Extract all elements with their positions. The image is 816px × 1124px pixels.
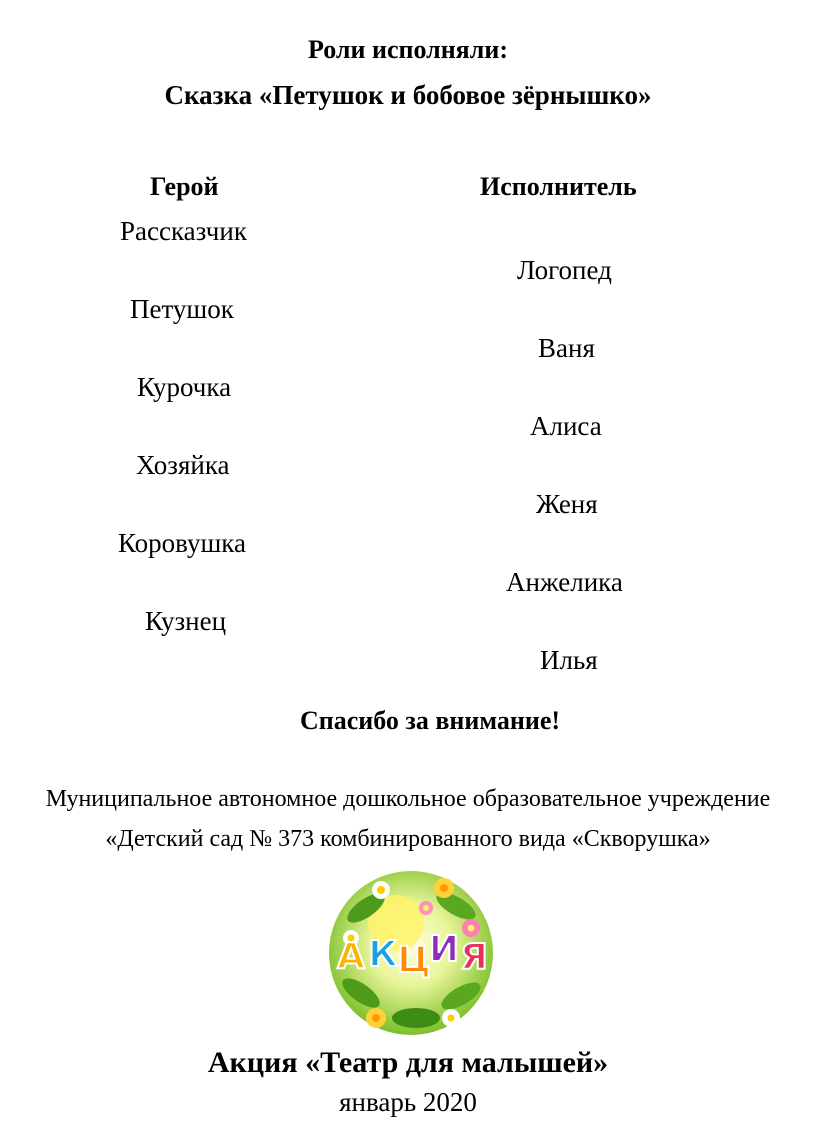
- logo-letter: Ц: [397, 940, 431, 981]
- institution-line-2: «Детский сад № 373 комбинированного вида «Скворушка»: [105, 826, 711, 852]
- logo-letter: Я: [460, 937, 488, 978]
- logo-letter: И: [428, 929, 460, 970]
- thanks-text: Спасибо за внимание!: [299, 706, 561, 735]
- column-header-hero: Герой: [150, 172, 219, 201]
- performer-name: Ваня: [538, 333, 595, 363]
- performer-name: Илья: [540, 645, 598, 675]
- campaign-logo: [326, 868, 496, 1038]
- campaign-date: январь 2020: [339, 1087, 477, 1117]
- performer-name: Алиса: [530, 411, 602, 441]
- hero-name: Хозяйка: [136, 450, 230, 480]
- hero-name: Курочка: [137, 372, 232, 402]
- performer-name: Анжелика: [506, 567, 623, 597]
- roles-title: Роли исполняли:: [308, 35, 508, 64]
- performer-name: Женя: [536, 489, 598, 519]
- institution-line-1: Муниципальное автономное дошкольное образовательное учреждение: [45, 786, 771, 812]
- hero-name: Коровушка: [118, 528, 246, 558]
- performer-name: Логопед: [517, 255, 612, 285]
- logo-letter: К: [368, 934, 398, 975]
- play-title: Сказка «Петушок и бобовое зёрнышко»: [164, 80, 652, 110]
- logo-letter: А: [337, 936, 365, 977]
- campaign-title: Акция «Театр для малышей»: [207, 1046, 609, 1079]
- hero-name: Кузнец: [145, 606, 227, 636]
- column-header-performer: Исполнитель: [480, 172, 637, 201]
- hero-name: Рассказчик: [120, 216, 247, 246]
- hero-name: Петушок: [130, 294, 234, 324]
